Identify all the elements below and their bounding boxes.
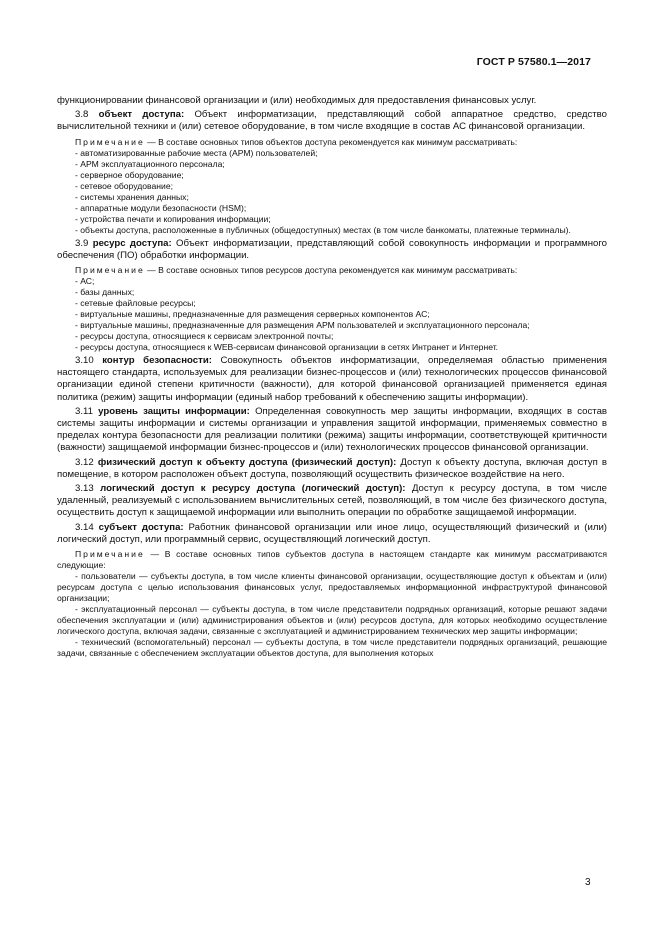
note-3-14 [57, 549, 607, 571]
definition-text: Определенная совокупность мер защиты информации, входящих в состав системы защиты информации и системы организации и управления защитой информации, применяемых совместно в пределах контура безопасности для реализации политики (режима) защиты информации, соответствующей критичности (важности) защищаемой информации бизнес-процессов и (или) технологических процессов финансовой организации. [57, 405, 607, 454]
clause-number: 3.12 [75, 456, 94, 468]
note-list-3-8 [57, 148, 607, 236]
note-label: Примечание [75, 549, 145, 560]
definition-3-14 [57, 522, 607, 546]
definition-text: Работник финансовой организации или иное лицо, осуществляющий физический и (или) логический доступ, или программный сервис, осуществляющий логический доступ. [57, 521, 607, 545]
list-item: - аппаратные модули безопасности (HSM); [75, 202, 247, 213]
list-item: - виртуальные машины, предназначенные для размещения серверных компонентов АС; [75, 309, 430, 320]
list-item: - серверное оборудование; [75, 169, 184, 180]
paragraph-continuation: функционировании финансовой организации и (или) необходимых для предоставления финансовых услуг. [57, 95, 537, 106]
note-text: — В составе основных типов ресурсов доступа рекомендуется как минимум рассматривать: [147, 265, 518, 276]
note-3-9 [57, 265, 607, 276]
definition-3-10 [57, 355, 607, 404]
definition-text: Объект информатизации, представляющий собой аппаратное средство, средство вычислительной техники и (или) сетевое оборудование, в том числе входящие в состав АС финансовой организации. [57, 109, 608, 133]
term: субъект доступа: [98, 521, 184, 533]
list-item: - ресурсы доступа, относящиеся к сервисам электронной почты; [75, 331, 334, 342]
term: контур безопасности: [102, 355, 212, 367]
note-text: — В составе основных типов объектов доступа рекомендуется как минимум рассматривать: [147, 136, 518, 147]
definition-3-9 [57, 238, 607, 262]
clause-number: 3.8 [75, 109, 89, 121]
list-item: - объекты доступа, расположенные в публичных (общедоступных) местах (в том числе банкоматы, платежные терминалы). [75, 224, 571, 235]
list-item: - пользователи — субъекты доступа, в том числе клиенты финансовой организации, осуществляющие доступ к объектам и (или) ресурсам доступа с целью использования финансовых услуг, предоставляемых информационной инфраструктурой финансовой организации; [57, 571, 607, 604]
note-list-3-14 [57, 571, 607, 659]
list-item: - базы данных; [75, 287, 135, 298]
note-label: Примечание [75, 265, 145, 276]
note-text: — В составе основных типов субъектов доступа в настоящем стандарте как минимум рассматриваются следующие: [57, 549, 607, 571]
term: физический доступ к объекту доступа (физический доступ): [97, 456, 397, 468]
definition-text: Совокупность объектов информатизации, определяемая областью применения настоящего стандарта, используемых для реализации бизнес-процессов и (или) технологических процессов финансовой организации единой степени критичности (важности), для которой финансовой организацией применяется единая политика (режим) защиты информации (единый набор требований к обеспечению защиты информации). [57, 355, 608, 403]
note-list-3-9 [57, 276, 607, 353]
list-item: - системы хранения данных; [75, 191, 189, 202]
definition-3-11 [57, 406, 607, 455]
clause-number: 3.11 [75, 405, 93, 417]
definition-text: Доступ к объекту доступа, включая доступ в помещение, в котором расположен объект доступа, позволяющий осуществить физическое воздействие на него. [57, 456, 607, 480]
list-item: - эксплуатационный персонал — субъекты доступа, в том числе представители подрядных организаций, которые решают задачи обеспечения эксплуатации и (или) администрирования объектов и (или) ресурсов доступа, для которых необходимо осуществление логического доступа, включая задачи, связанные с эксплуатацией и администрированием технических мер защиты информации; [57, 604, 607, 637]
term: ресурс доступа: [92, 237, 172, 249]
clause-number: 3.13 [75, 483, 94, 495]
list-item: - сетевое оборудование; [75, 180, 174, 191]
list-item: - виртуальные машины, предназначенные для размещения АРМ пользователей и эксплуатационного персонала; [75, 320, 530, 331]
term: уровень защиты информации: [98, 405, 250, 417]
page-body [57, 95, 607, 659]
definition-text: Доступ к ресурсу доступа, в том числе удаленный, реализуемый с использованием вычислительных сетей, позволяющий, в том числе без физического доступа, осуществить доступ к защищаемой информации или выполнить операции по обработке защищаемой информации. [57, 483, 607, 519]
definition-3-8 [57, 109, 607, 133]
note-3-8 [57, 137, 607, 148]
list-item: - технический (вспомогательный) персонал — субъекты доступа, в том числе представители подрядных организаций, решающие задачи, связанные с обеспечением эксплуатации объектов доступа, для выполнения которых [57, 637, 607, 659]
list-item: - автоматизированные рабочие места (АРМ) пользователей; [75, 147, 318, 158]
clause-number: 3.10 [75, 355, 94, 367]
term: объект доступа: [98, 109, 185, 121]
document-header: ГОСТ Р 57580.1—2017 [476, 56, 591, 68]
list-item: - АС; [75, 276, 95, 287]
definition-text: Объект информатизации, представляющий собой совокупность информации и программного обеспечения (ПО) обработки информации. [57, 237, 608, 261]
term: логический доступ к ресурсу доступа (логический доступ): [100, 483, 406, 495]
list-item: - устройства печати и копирования информации; [75, 213, 271, 224]
page-number: 3 [585, 877, 591, 888]
clause-number: 3.9 [75, 237, 89, 249]
definition-3-12 [57, 457, 607, 481]
list-item: - АРМ эксплуатационного персонала; [75, 158, 225, 169]
clause-number: 3.14 [75, 521, 94, 533]
list-item: - сетевые файловые ресурсы; [75, 298, 196, 309]
definition-3-13 [57, 483, 607, 520]
list-item: - ресурсы доступа, относящиеся к WEB-сервисам финансовой организации в сетях Интранет и Интернет. [75, 342, 499, 353]
note-label: Примечание [75, 136, 145, 147]
